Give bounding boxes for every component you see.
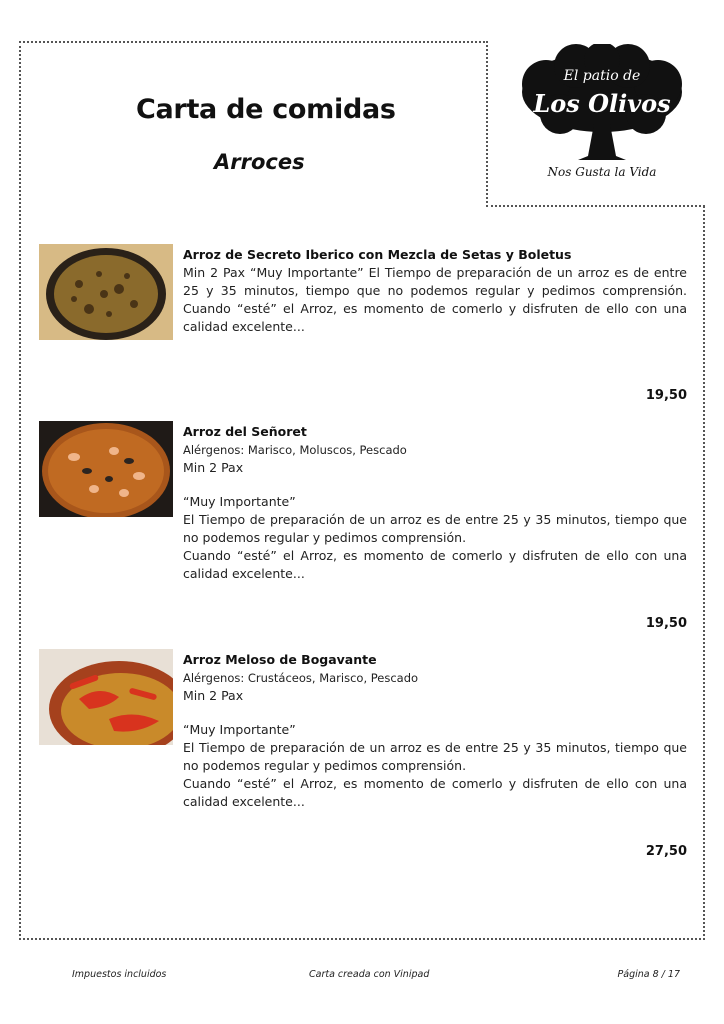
dish-name: Arroz Meloso de Bogavante	[183, 652, 377, 667]
dish-min-pax: Min 2 Pax	[183, 460, 244, 475]
dish-price: 19,50	[645, 388, 687, 403]
dish-allergens: Alérgenos: Crustáceos, Marisco, Pescado	[183, 671, 419, 685]
dish-photo-senoret	[39, 421, 173, 517]
dish-name: Arroz de Secreto Iberico con Mezcla de Setas y Boletus	[183, 247, 572, 262]
logo-tagline: Nos Gusta la Vida	[547, 165, 657, 179]
dish-note-quality: Cuando “esté” el Arroz, es momento de comerlo y disfruten de ello con una calidad excelente...	[183, 548, 687, 581]
restaurant-logo	[516, 44, 688, 184]
page-title: Carta de comidas	[136, 94, 396, 125]
footer-credit: Carta creada con Vinipad	[309, 969, 430, 980]
dish-important: “Muy Importante”	[183, 494, 296, 509]
logo-line1: El patio de	[563, 68, 641, 84]
dish-photo-secreto	[39, 244, 173, 340]
dish-important: “Muy Importante”	[183, 722, 296, 737]
dish-senoret	[183, 423, 687, 583]
dish-note-quality: Cuando “esté” el Arroz, es momento de comerlo y disfruten de ello con una calidad excelente...	[183, 776, 687, 809]
dish-secreto	[183, 246, 687, 336]
dish-min-pax: Min 2 Pax	[183, 688, 244, 703]
dish-bogavante	[183, 651, 687, 811]
dish-note-time: El Tiempo de preparación de un arroz es de entre 25 y 35 minutos, tiempo que no podemos regular y pedimos comprensión.	[183, 740, 687, 773]
dish-description: Min 2 Pax “Muy Importante” El Tiempo de preparación de un arroz es de entre 25 y 35 minutos, tiempo que no podemos regular y pedimos comprensión. Cuando “esté” el Arroz, es momento de comerlo y disfruten de ello con una calidad excelente...	[183, 265, 687, 334]
dish-name: Arroz del Señoret	[183, 424, 307, 439]
footer-taxes: Impuestos incluidos	[72, 969, 167, 980]
dish-price: 27,50	[645, 844, 687, 859]
section-title: Arroces	[214, 150, 305, 174]
dish-photo-bogavante	[39, 649, 173, 745]
dish-note-time: El Tiempo de preparación de un arroz es de entre 25 y 35 minutos, tiempo que no podemos regular y pedimos comprensión.	[183, 512, 687, 545]
footer-page-number: Página 8 / 17	[617, 969, 680, 980]
logo-line2: Los Olivos	[533, 89, 671, 118]
dish-allergens: Alérgenos: Marisco, Moluscos, Pescado	[183, 443, 407, 457]
dish-price: 19,50	[645, 616, 687, 631]
